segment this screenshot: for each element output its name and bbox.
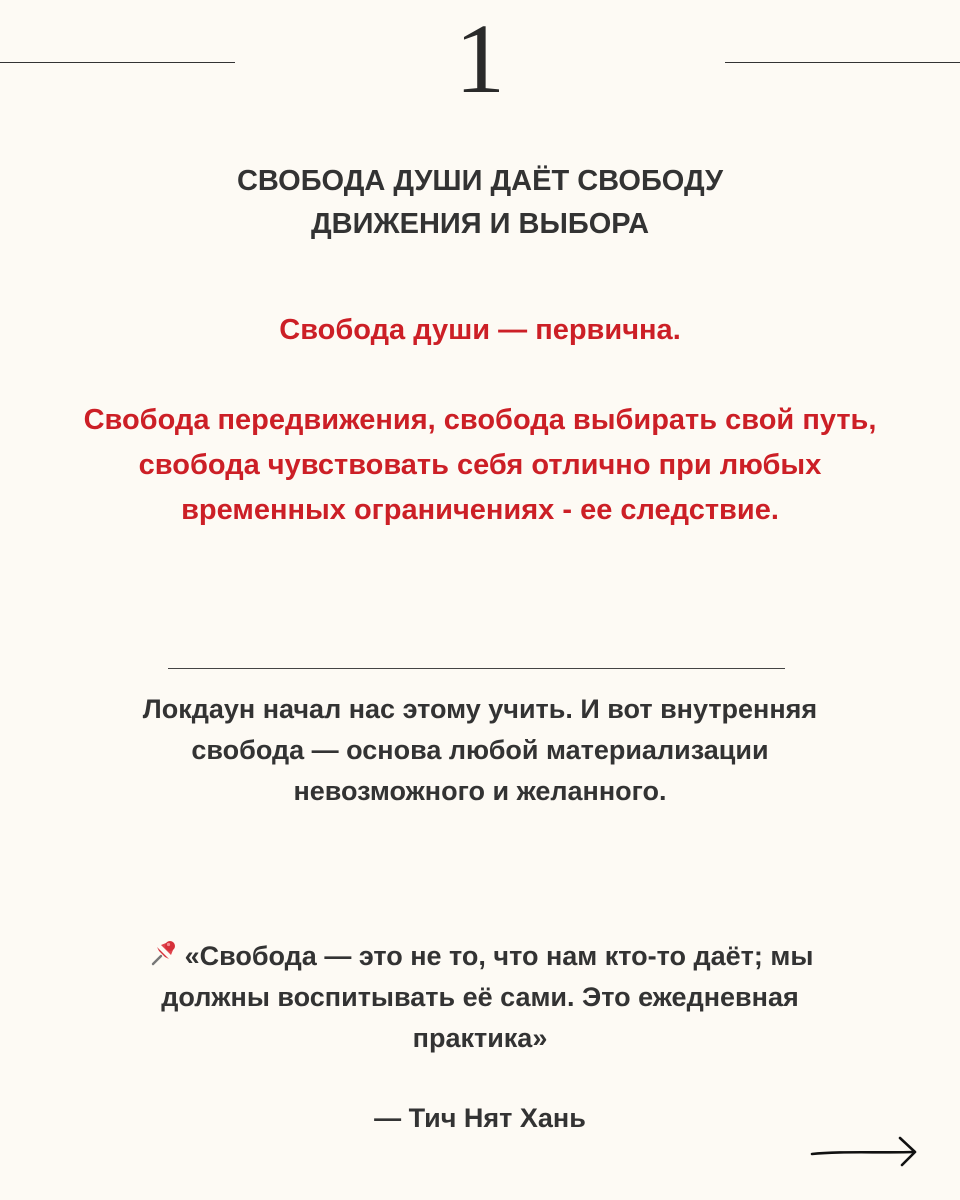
quote-text: «Свобода — это не то, что нам кто-то даёт; мы bbox=[184, 941, 814, 971]
paragraph-line: свобода чувствовать себя отлично при любых bbox=[138, 449, 822, 481]
page-title bbox=[0, 160, 960, 246]
section-divider bbox=[168, 668, 785, 669]
slide-number: 1 bbox=[455, 3, 505, 114]
body-line: невозможного и желанного. bbox=[293, 776, 667, 806]
next-arrow-icon[interactable] bbox=[808, 1132, 920, 1172]
body-paragraph bbox=[0, 689, 960, 812]
body-line: свобода — основа любой материализации bbox=[191, 735, 769, 765]
paragraph-line: временных ограничениях - ее следствие. bbox=[181, 494, 779, 526]
title-line: СВОБОДА ДУШИ ДАЁТ СВОБОДУ bbox=[236, 165, 724, 197]
quote-line bbox=[0, 936, 960, 977]
title-line: ДВИЖЕНИЯ И ВЫБОРА bbox=[310, 208, 650, 240]
highlight-paragraph bbox=[0, 398, 960, 533]
paragraph-line: Свобода передвижения, свобода выбирать свой путь, bbox=[83, 404, 877, 436]
body-line: Локдаун начал нас этому учить. И вот внутренняя bbox=[142, 694, 818, 724]
pushpin-icon bbox=[147, 937, 179, 969]
quote-block bbox=[0, 936, 960, 1059]
quote-line: должны воспитывать её сами. Это ежедневная bbox=[161, 982, 799, 1012]
lead-statement: Свобода души — первична. bbox=[279, 314, 681, 346]
quote-line: практика» bbox=[412, 1023, 548, 1053]
quote-author: — Тич Нят Хань bbox=[374, 1103, 586, 1133]
